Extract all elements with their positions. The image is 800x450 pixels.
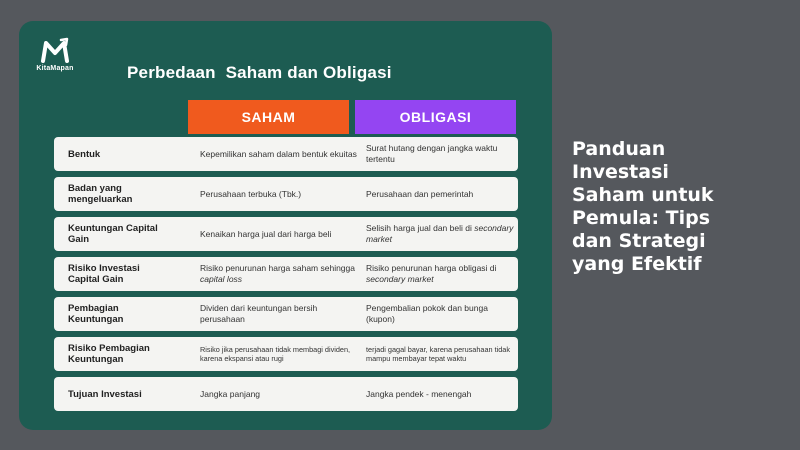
obligasi-cell: Perusahaan dan pemerintah [366,188,474,199]
table-row [54,297,518,331]
obligasi-cell [366,223,516,245]
obligasi-text: Risiko penurunan harga obligasi di [366,263,497,273]
row-label: Tujuan Investasi [68,388,142,400]
title-line: yang Efektif [572,253,702,275]
saham-cell: Kepemilikan saham dalam bentuk ekuitas [200,148,357,159]
saham-cell: Dividen dari keuntungan bersih perusahaan [200,303,318,324]
article-title [572,138,792,276]
table-row [54,257,518,291]
obligasi-cell [366,263,516,285]
logo-text: KitaMapan [36,65,74,72]
row-label: Keuntungan Capital Gain [68,223,158,245]
obligasi-cell: Surat hutang dengan jangka waktu tertentu [366,143,498,164]
italic-term: capital loss [200,274,243,284]
italic-term: secondary market [366,223,514,244]
title-line: Pemula: Tips [572,207,711,229]
table-row [54,217,518,251]
row-label: Bentuk [68,148,101,160]
title-line: Panduan [572,138,666,160]
obligasi-text: Selisih harga jual dan beli di [366,223,475,233]
obligasi-cell: Pengembalian pokok dan bunga (kupon) [366,303,488,324]
table-row [54,137,518,171]
title-line: Saham untuk [572,184,714,206]
saham-header: SAHAM [188,100,349,134]
saham-cell: Kenaikan harga jual dari harga beli [200,228,332,239]
table-row [54,177,518,211]
title-line: dan Strategi [572,230,706,252]
card-title: Perbedaan Saham dan Obligasi [127,63,392,82]
saham-cell: Perusahaan terbuka (Tbk.) [200,188,302,199]
italic-term: secondary market [366,274,434,284]
obligasi-cell: terjadi gagal bayar, karena perusahaan tidak mampu membayar tepat waktu [366,345,511,363]
saham-text: Risiko penurunan harga saham sehingga [200,263,355,273]
row-label: Pembagian Keuntungan [68,303,124,325]
saham-cell: Jangka panjang [200,388,261,399]
infographic-card [19,21,552,430]
row-label: Risiko Investasi Capital Gain [68,263,140,285]
row-label: Badan yang mengeluarkan [68,183,133,205]
row-label: Risiko Pembagian Keuntungan [68,343,150,365]
table-row [54,377,518,411]
saham-cell [200,263,358,285]
logo-m-icon [40,37,70,63]
table-row [54,337,518,371]
obligasi-header: OBLIGASI [355,100,516,134]
obligasi-cell: Jangka pendek - menengah [366,388,472,399]
kitamapan-logo [31,37,79,72]
title-line: Investasi [572,161,669,183]
saham-cell: Risiko jika perusahaan tidak membagi dividen, karena ekspansi atau rugi [200,345,351,363]
